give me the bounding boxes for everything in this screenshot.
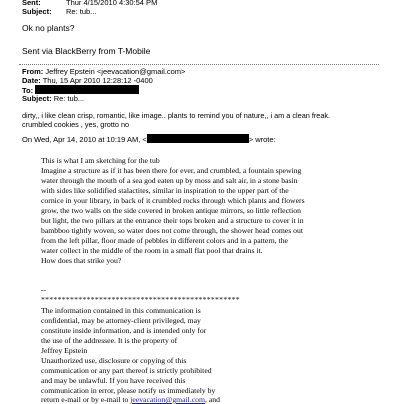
email-link[interactable]: jeevacation@gmail.com (130, 395, 205, 404)
quoted-line: water through the mouth of a sea god eaten up by moss and salt air, in a stone basin (41, 176, 298, 185)
quoted-line: with sides like solidified stalactites, similar in inspiration to the upper part of the (41, 186, 289, 195)
quoted-line: Imagine a structure as if it has been there for ever, and crumbled, a fountain spewing (41, 166, 302, 175)
disclaimer-line: confidential, may be attorney-client privileged, may (41, 316, 201, 325)
separator (19, 64, 379, 65)
fwd-subject-label: Subject: (22, 94, 52, 103)
last-line-suffix: , and (204, 395, 220, 404)
signature-stars: ************************************************ (41, 295, 240, 304)
from-value: Jeffrey Epstein <jeevacation@gmail.com> (45, 67, 186, 76)
quote-intro-suffix: > wrote: (248, 135, 276, 144)
disclaimer-line: Unauthorized use, disclosure or copying of this (41, 356, 187, 365)
subject-label: Subject: (22, 7, 52, 16)
redaction-bar (35, 85, 139, 94)
reply-line-2: Sent via BlackBerry from T-Mobile (22, 46, 151, 56)
reply-line-1: Ok no plants? (22, 23, 75, 33)
fwd-subject-value: Re: tub... (53, 94, 85, 103)
from-label: From: (22, 67, 44, 76)
quoted-line: grow, the two walls on the side covered in broken antique mirrors, so little reflection (41, 206, 301, 215)
quoted-line: from the left pillar, floor made of pebbles in different colors and in a pattern, the (41, 236, 288, 245)
last-line-prefix: return e-mail or by e-mail to (41, 395, 131, 404)
disclaimer-line: communication in error, please notify us immediately by (41, 386, 216, 395)
signature-dashes: -- (41, 285, 47, 294)
sent-value: Thur 4/15/2010 4:30:54 PM (66, 0, 158, 7)
to-label: To: (22, 86, 34, 95)
fwd-body-line-1: dirty,, i like clean crisp, romantic, like image.. plants to remind you of nature,, i am a clean freak. (22, 111, 331, 120)
fwd-subject-row (22, 94, 84, 103)
disclaimer-line: and may be unlawful. If you have received this (41, 376, 186, 385)
quoted-line: bambboo tightly woven, so water does not come through, the shower head comes out (41, 226, 303, 235)
quoted-line: This is what I am sketching for the tub (41, 156, 160, 165)
disclaimer-line: Jeffrey Epstein (41, 346, 88, 355)
date-value: Thu, 15 Apr 2010 12:28:12 -0400 (42, 76, 153, 85)
quote-intro (22, 134, 276, 144)
subject-value: Re: tub... (66, 7, 97, 16)
date-row (22, 76, 153, 85)
quoted-line: but light, the two pillars at the entrance their tops broken and a structure to cover it in (41, 216, 304, 225)
disclaimer-line: The information contained in this communication is (41, 306, 201, 315)
redaction-bar (147, 134, 249, 143)
disclaimer-line: the use of the addressee. It is the property of (41, 336, 178, 345)
quoted-line: cornice in your library, in back of it crumbled rocks through which plants and flowers (41, 196, 305, 205)
fwd-body-line-2: crumbled cookies , yes, grotto no (22, 120, 130, 129)
sent-label: Sent: (22, 0, 41, 7)
quote-intro-prefix: On Wed, Apr 14, 2010 at 10:19 AM, < (22, 135, 147, 144)
quoted-line: How does that strike you? (41, 256, 122, 265)
date-label: Date: (22, 76, 41, 85)
disclaimer-line: constitute inside information, and is intended only for (41, 326, 207, 335)
disclaimer-line: communication or any part thereof is strictly prohibited (41, 366, 212, 375)
quoted-line: water collect in the middle of the room in a small flat pool that drains it. (41, 246, 263, 255)
from-row (22, 67, 185, 76)
